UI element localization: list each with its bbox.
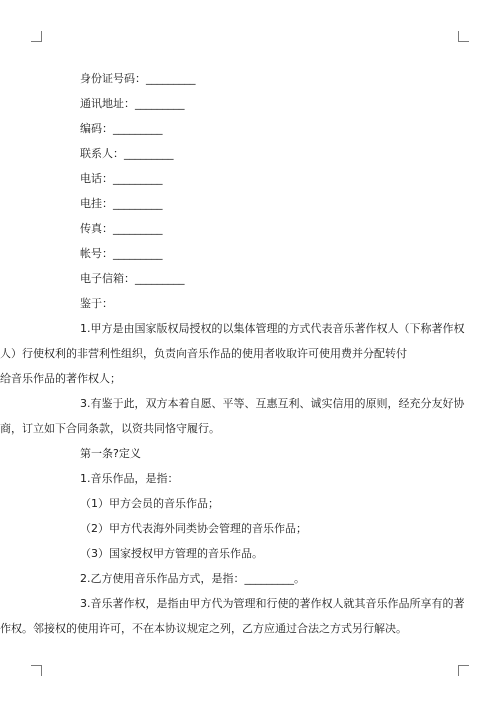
article-1-title: 第一条?定义 xyxy=(80,447,141,460)
crop-mark-bottom-left xyxy=(31,665,42,676)
field-fax: 传真：_________ xyxy=(80,222,163,235)
crop-mark-bottom-right xyxy=(458,665,469,676)
field-address: 通讯地址：_________ xyxy=(80,97,185,110)
definition-2: 2.乙方使用音乐作品方式，是指：_________。 xyxy=(80,572,305,585)
whereas-heading: 鉴于： xyxy=(80,297,113,310)
definition-3: 3.音乐著作权，是指由甲方代为管理和行使的著作权人就其音乐作品所享有的著 xyxy=(80,597,465,610)
field-phone: 电话：_________ xyxy=(80,172,163,185)
document-body xyxy=(0,66,465,641)
whereas-clause-3-line-2: 商，订立如下合同条款，以资共同恪守履行。 xyxy=(0,422,220,435)
field-contact: 联系人：_________ xyxy=(80,147,174,160)
definition-1: 1.音乐作品，是指： xyxy=(80,472,179,485)
crop-mark-top-left xyxy=(31,31,42,42)
field-telegraph: 电挂：_________ xyxy=(80,197,163,210)
whereas-clause-1-line-2: 人）行使权利的非营利性组织，负责向音乐作品的使用者收取许可使用费并分配转付 xyxy=(0,347,407,360)
field-postcode: 编码：_________ xyxy=(80,122,163,135)
whereas-clause-1: 1.甲方是由国家版权局授权的以集体管理的方式代表音乐著作权人（下称著作权 xyxy=(80,322,465,335)
field-account: 帐号：_________ xyxy=(80,247,163,260)
whereas-clause-1-line-3: 给音乐作品的著作权人； xyxy=(0,372,121,385)
definition-1-item-1: （1）甲方会员的音乐作品； xyxy=(80,497,219,510)
crop-mark-top-right xyxy=(458,31,469,42)
field-email: 电子信箱：_________ xyxy=(80,272,185,285)
whereas-clause-3: 3.有鉴于此，双方本着自愿、平等、互惠互利、诚实信用的原则，经充分友好协 xyxy=(80,397,465,410)
definition-1-item-3: （3）国家授权甲方管理的音乐作品。 xyxy=(80,547,263,560)
definition-1-item-2: （2）甲方代表海外同类协会管理的音乐作品； xyxy=(80,522,307,535)
field-id-number: 身份证号码：_________ xyxy=(80,72,196,85)
definition-3-line-2: 作权。邻接权的使用许可，不在本协议规定之列，乙方应通过合法之方式另行解决。 xyxy=(0,622,407,635)
